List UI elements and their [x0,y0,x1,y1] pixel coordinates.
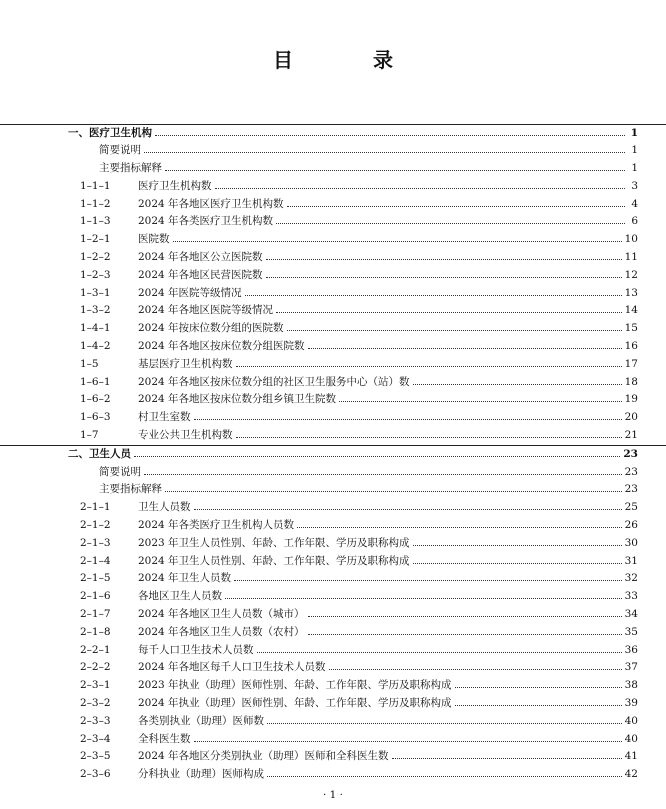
toc-row [0,553,666,571]
toc-row [0,338,666,356]
toc-entry-title: 2024 年各地区卫生人员数（城市） [138,608,305,621]
toc-entry [138,178,638,196]
toc-leader-dots [173,231,622,242]
page-number-footer: · 1 · [322,789,344,801]
toc-leader-dots [194,409,622,420]
toc-entry [138,285,638,303]
toc-row [0,606,666,624]
toc-entry-title: 医院数 [138,233,170,246]
toc-leader-dots [276,302,622,313]
toc-entry-title: 2024 年各地区公立医院数 [138,251,263,264]
toc-page-number: 32 [624,572,638,585]
toc-row [0,748,666,766]
toc-leader-dots [308,624,622,635]
toc-entry-code: 2–1–1 [80,501,111,514]
toc-page-number: 23 [623,447,638,460]
toc-entry-title: 2024 年各地区按床位数分组乡镇卫生院数 [138,393,337,406]
toc-entry-code: 1–6–3 [80,411,111,424]
toc-entry [138,748,638,766]
toc-page-number: 35 [624,625,638,638]
toc-entry-title: 各类别执业（助理）医师数 [138,714,264,727]
toc-entry [138,409,638,427]
toc-entry [138,320,638,338]
toc-entry [138,624,638,642]
page-title: 目 录 [273,48,423,72]
toc-row [0,231,666,249]
toc-row [0,624,666,642]
toc-entry-code: 2–3–6 [80,768,111,781]
toc-entry-title: 2024 年各地区分类别执业（助理）医师和全科医生数 [138,750,389,763]
toc-page-number: 15 [624,322,638,335]
toc-entry [138,588,638,606]
toc-entry [138,731,638,749]
toc-page-number: 13 [624,286,638,299]
toc-entry-title: 2024 年各地区按床位数分组的社区卫生服务中心（站）数 [138,375,410,388]
toc-entry-title: 2024 年各地区卫生人员数（农村） [138,625,305,638]
toc-row [0,409,666,427]
toc-leader-dots [257,642,622,653]
toc-entry [68,125,638,143]
toc-leader-dots [234,570,622,581]
toc-row [0,766,666,784]
toc-entry [138,374,638,392]
toc-page-number: 31 [624,554,638,567]
toc-entry-title: 2024 年按床位数分组的医院数 [138,322,284,335]
toc-row [0,517,666,535]
toc-entry [99,160,638,178]
toc-page-number: 19 [624,393,638,406]
toc-entry-title: 二、卫生人员 [68,447,131,460]
toc-entry-code: 1–4–1 [80,322,111,335]
toc-entry-title: 2023 年执业（助理）医师性别、年龄、工作年限、学历及职称构成 [138,679,452,692]
toc-entry [138,606,638,624]
toc-entry-title: 2024 年各地区医疗卫生机构数 [138,197,284,210]
toc-leader-dots [236,427,622,438]
toc-entry-title: 主要指标解释 [99,483,162,496]
toc-page-number: 6 [631,215,638,228]
toc-page-number: 37 [624,661,638,674]
toc-entry-code: 1–2–2 [80,251,111,264]
toc-entry [138,267,638,285]
toc-page-number: 39 [624,697,638,709]
toc-page-number: 36 [624,643,638,656]
table-of-contents [0,124,666,784]
toc-leader-dots [155,125,625,136]
toc-page-number: 12 [624,268,638,281]
toc-leader-dots [165,481,622,492]
toc-leader-dots [267,713,622,724]
toc-row [0,320,666,338]
toc-page-number: 16 [624,340,638,353]
toc-entry-code: 2–3–3 [80,714,111,727]
toc-row [0,499,666,517]
toc-leader-dots [144,464,622,475]
toc-entry [138,713,638,731]
toc-entry [138,659,638,677]
toc-row [0,285,666,303]
toc-leader-dots [287,196,625,207]
toc-entry-code: 1–6–1 [80,375,111,388]
toc-page-number: 18 [624,375,638,388]
toc-row [0,302,666,320]
toc-entry [138,391,638,409]
toc-row [0,588,666,606]
toc-entry [138,517,638,535]
toc-entry [138,642,638,660]
toc-entry-title: 简要说明 [99,144,141,157]
toc-entry [138,302,638,320]
toc-entry-title: 每千人口卫生技术人员数 [138,643,254,656]
toc-page-number: 11 [624,251,638,264]
toc-entry [138,338,638,356]
toc-entry-code: 2–1–6 [80,590,111,603]
toc-row [0,481,666,499]
toc-leader-dots [308,338,622,349]
toc-section-row [0,125,666,143]
toc-entry-code: 1–4–2 [80,340,111,353]
toc-entry-code: 1–7 [80,429,99,442]
toc-entry-title: 主要指标解释 [99,162,162,175]
toc-leader-dots [236,356,622,367]
toc-row [0,391,666,409]
toc-section-row [0,445,666,464]
toc-leader-dots [455,677,622,688]
toc-entry-code: 2–1–8 [80,625,111,638]
toc-page-number: 3 [631,179,638,192]
toc-entry-title: 2024 年各类医疗卫生机构人员数 [138,519,295,532]
toc-leader-dots [165,160,625,171]
toc-leader-dots [194,731,622,742]
toc-entry [99,481,638,499]
toc-entry [138,249,638,267]
toc-entry-code: 2–2–2 [80,661,111,674]
toc-entry-title: 2024 年各地区按床位数分组医院数 [138,340,305,353]
toc-entry-code: 1–6–2 [80,393,111,406]
toc-page-number: 26 [624,519,638,532]
toc-page-number: 17 [624,357,638,370]
toc-page-number: 14 [624,304,638,317]
toc-entry [99,142,638,160]
toc-page-number: 25 [624,501,638,514]
toc-entry-code: 2–3–5 [80,750,111,763]
toc-entry [138,499,638,517]
toc-entry-title: 村卫生室数 [138,411,191,424]
toc-entry [138,766,638,784]
toc-entry-title: 专业公共卫生机构数 [138,429,233,442]
toc-entry-title: 2023 年卫生人员性别、年龄、工作年限、学历及职称构成 [138,536,410,549]
toc-entry [138,356,638,374]
toc-leader-dots [267,766,622,777]
toc-entry-code: 2–1–7 [80,608,111,621]
toc-row [0,659,666,677]
toc-entry-code: 1–1–1 [80,179,111,192]
toc-leader-dots [276,213,625,224]
toc-leader-dots [134,446,620,457]
toc-entry [99,464,638,482]
toc-page-number: 10 [624,233,638,246]
toc-entry-title: 2024 年卫生人员性别、年龄、工作年限、学历及职称构成 [138,554,410,567]
toc-page-number: 41 [624,750,638,763]
toc-row [0,249,666,267]
toc-entry-title: 全科医生数 [138,732,191,745]
toc-entry-code: 2–1–2 [80,519,111,532]
toc-row [0,695,666,713]
toc-page-number: 21 [624,429,638,442]
toc-leader-dots [413,553,622,564]
toc-entry-code: 1–2–3 [80,268,111,281]
toc-page-number: 34 [624,608,638,621]
toc-entry-title: 简要说明 [99,465,141,478]
toc-leader-dots [392,748,622,759]
toc-leader-dots [194,499,622,510]
toc-entry-code: 1–1–3 [80,215,111,228]
toc-entry-title: 卫生人员数 [138,501,191,514]
toc-page-number: 20 [624,411,638,424]
toc-entry-title: 医疗卫生机构数 [138,179,212,192]
toc-entry-title: 分科执业（助理）医师构成 [138,768,264,781]
toc-row [0,713,666,731]
toc-entry-title: 2024 年各地区医院等级情况 [138,304,274,317]
toc-entry-code: 1–3–2 [80,304,111,317]
toc-leader-dots [245,285,622,296]
toc-leader-dots [215,178,626,189]
toc-row [0,535,666,553]
toc-leader-dots [266,249,622,260]
toc-entry-title: 2024 年执业（助理）医师性别、年龄、工作年限、学历及职称构成 [138,697,452,709]
toc-entry-title: 2024 年各类医疗卫生机构数 [138,215,274,228]
toc-entry [68,446,638,464]
toc-page-number: 23 [624,465,638,478]
toc-entry [138,695,638,713]
toc-page-number: 38 [624,679,638,692]
toc-page-number: 1 [630,126,638,139]
toc-entry-title: 2024 年卫生人员数 [138,572,232,585]
toc-row [0,178,666,196]
toc-page-number: 40 [624,732,638,745]
toc-entry-code: 1–2–1 [80,233,111,246]
toc-row [0,642,666,660]
toc-leader-dots [455,695,622,706]
toc-entry-title: 2024 年各地区每千人口卫生技术人员数 [138,661,326,674]
toc-entry-code: 2–3–2 [80,697,111,709]
toc-row [0,356,666,374]
toc-page-number: 40 [624,714,638,727]
toc-entry [138,570,638,588]
toc-row [0,427,666,445]
toc-row [0,160,666,178]
toc-entry [138,231,638,249]
toc-entry [138,213,638,231]
toc-entry-title: 2024 年各地区民营医院数 [138,268,263,281]
toc-leader-dots [413,535,622,546]
toc-row [0,464,666,482]
toc-entry-title: 一、医疗卫生机构 [68,126,152,139]
toc-leader-dots [266,267,622,278]
toc-leader-dots [339,391,622,402]
toc-page-number: 1 [631,144,638,157]
toc-leader-dots [413,374,622,385]
toc-row [0,731,666,749]
toc-page-number: 4 [631,197,638,210]
toc-entry-code: 2–1–4 [80,554,111,567]
toc-row [0,213,666,231]
toc-leader-dots [225,588,622,599]
toc-leader-dots [308,606,622,617]
toc-entry-code: 2–3–4 [80,732,111,745]
toc-entry [138,427,638,445]
toc-row [0,374,666,392]
toc-leader-dots [329,659,622,670]
toc-row [0,142,666,160]
toc-entry-code: 1–1–2 [80,197,111,210]
toc-entry-title: 2024 年医院等级情况 [138,286,242,299]
toc-page-number: 42 [624,768,638,781]
toc-row [0,196,666,214]
toc-entry-title: 各地区卫生人员数 [138,590,222,603]
toc-row [0,570,666,588]
toc-page-number: 30 [624,536,638,549]
toc-entry-title: 基层医疗卫生机构数 [138,357,233,370]
toc-row [0,677,666,695]
toc-entry [138,196,638,214]
toc-entry-code: 2–1–3 [80,536,111,549]
toc-entry-code: 2–3–1 [80,679,111,692]
toc-entry [138,553,638,571]
toc-page-number: 33 [624,590,638,603]
toc-entry-code: 2–2–1 [80,643,111,656]
toc-entry [138,535,638,553]
toc-entry-code: 1–3–1 [80,286,111,299]
toc-entry-code: 2–1–5 [80,572,111,585]
toc-entry [138,677,638,695]
toc-leader-dots [287,320,622,331]
toc-entry-code: 1–5 [80,357,99,370]
toc-leader-dots [144,142,625,153]
toc-page-number: 23 [624,483,638,496]
toc-leader-dots [297,517,622,528]
toc-row [0,267,666,285]
toc-page-number: 1 [631,162,638,175]
